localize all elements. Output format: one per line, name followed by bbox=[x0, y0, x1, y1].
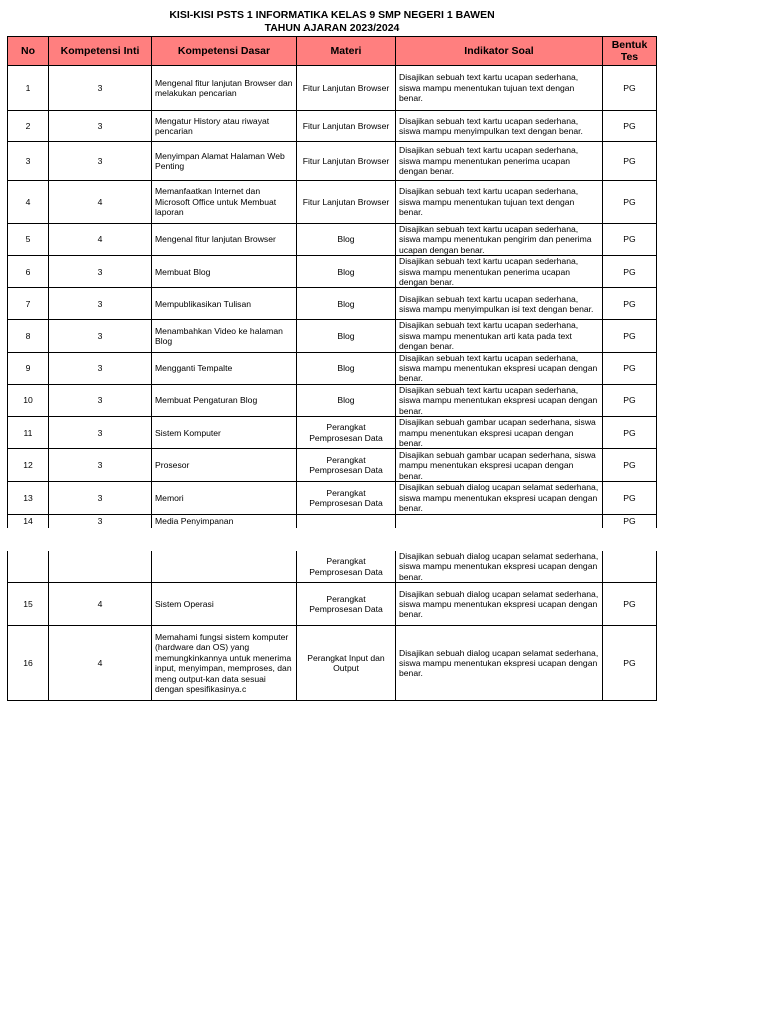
row-materi: Fitur Lanjutan Browser bbox=[297, 181, 396, 224]
row-kompetensi-dasar: Memahami fungsi sistem komputer (hardware dan OS) yang memungkinkannya untuk menerima input, menyimpan, memproses, dan meng output-kan data sesuai dengan spesifikasinya.c bbox=[152, 626, 297, 701]
row-kompetensi-inti: 3 bbox=[49, 320, 152, 352]
row-indikator-soal: Disajikan sebuah text kartu ucapan sederhana, siswa mampu menentukan ekspresi ucapan dengan benar. bbox=[396, 352, 603, 384]
row-kompetensi-dasar bbox=[152, 551, 297, 583]
row-no: 7 bbox=[8, 288, 49, 320]
table-row bbox=[8, 111, 657, 142]
row-no: 1 bbox=[8, 66, 49, 111]
row-materi: Perangkat Input dan Output bbox=[297, 626, 396, 701]
row-no: 3 bbox=[8, 142, 49, 181]
row-no: 14 bbox=[8, 514, 49, 528]
table-row bbox=[8, 224, 657, 256]
row-bentuk-tes: PG bbox=[603, 111, 657, 142]
table-row bbox=[8, 384, 657, 416]
header-kompetensi-dasar: Kompetensi Dasar bbox=[152, 37, 297, 66]
row-bentuk-tes: PG bbox=[603, 256, 657, 288]
row-kompetensi-dasar: Membuat Pengaturan Blog bbox=[152, 384, 297, 416]
row-bentuk-tes: PG bbox=[603, 224, 657, 256]
header-no: No bbox=[8, 37, 49, 66]
row-materi: Perangkat Pemprosesan Data bbox=[297, 551, 396, 583]
row-kompetensi-dasar: Sistem Komputer bbox=[152, 417, 297, 449]
row-indikator-soal: Disajikan sebuah text kartu ucapan sederhana, siswa mampu menentukan arti kata pada text dengan benar. bbox=[396, 320, 603, 352]
row-materi: Blog bbox=[297, 384, 396, 416]
table-row bbox=[8, 417, 657, 449]
table-row bbox=[8, 583, 657, 626]
row-no: 11 bbox=[8, 417, 49, 449]
row-materi: Perangkat Pemprosesan Data bbox=[297, 449, 396, 482]
row-materi: Fitur Lanjutan Browser bbox=[297, 111, 396, 142]
table-row bbox=[8, 551, 657, 583]
document-title: KISI-KISI PSTS 1 INFORMATIKA KELAS 9 SMP NEGERI 1 BAWEN bbox=[169, 9, 495, 21]
row-materi: Blog bbox=[297, 288, 396, 320]
row-bentuk-tes: PG bbox=[603, 66, 657, 111]
row-bentuk-tes bbox=[603, 551, 657, 583]
row-materi: Blog bbox=[297, 224, 396, 256]
row-kompetensi-inti: 3 bbox=[49, 142, 152, 181]
row-kompetensi-dasar: Mengenal fitur lanjutan Browser dan melakukan pencarian bbox=[152, 66, 297, 111]
row-kompetensi-inti: 3 bbox=[49, 449, 152, 482]
table-row bbox=[8, 288, 657, 320]
row-kompetensi-inti: 4 bbox=[49, 224, 152, 256]
row-kompetensi-inti: 3 bbox=[49, 111, 152, 142]
row-indikator-soal: Disajikan sebuah text kartu ucapan sederhana, siswa mampu menentukan tujuan text dengan benar. bbox=[396, 181, 603, 224]
row-kompetensi-inti: 3 bbox=[49, 482, 152, 514]
row-kompetensi-dasar: Media Penyimpanan bbox=[152, 514, 297, 528]
row-kompetensi-inti: 3 bbox=[49, 66, 152, 111]
row-indikator-soal: Disajikan sebuah text kartu ucapan sederhana, siswa mampu menyimpulkan text dengan benar. bbox=[396, 111, 603, 142]
row-no bbox=[8, 551, 49, 583]
row-indikator-soal: Disajikan sebuah gambar ucapan sederhana, siswa mampu menentukan ekspresi ucapan dengan benar. bbox=[396, 449, 603, 482]
row-kompetensi-dasar: Memori bbox=[152, 482, 297, 514]
row-indikator-soal bbox=[396, 514, 603, 528]
row-kompetensi-dasar: Mengganti Tempalte bbox=[152, 352, 297, 384]
row-bentuk-tes: PG bbox=[603, 449, 657, 482]
row-bentuk-tes: PG bbox=[603, 142, 657, 181]
row-bentuk-tes: PG bbox=[603, 181, 657, 224]
row-kompetensi-inti: 3 bbox=[49, 256, 152, 288]
table-section-2 bbox=[0, 551, 768, 701]
row-no: 16 bbox=[8, 626, 49, 701]
row-bentuk-tes: PG bbox=[603, 514, 657, 528]
row-indikator-soal: Disajikan sebuah text kartu ucapan sederhana, siswa mampu menentukan penerima ucapan dengan benar. bbox=[396, 142, 603, 181]
row-kompetensi-inti: 4 bbox=[49, 626, 152, 701]
row-no: 9 bbox=[8, 352, 49, 384]
row-kompetensi-inti: 4 bbox=[49, 181, 152, 224]
row-materi: Fitur Lanjutan Browser bbox=[297, 66, 396, 111]
row-bentuk-tes: PG bbox=[603, 352, 657, 384]
row-materi: Perangkat Pemprosesan Data bbox=[297, 583, 396, 626]
table-section-1 bbox=[0, 36, 768, 528]
row-kompetensi-dasar: Mengatur History atau riwayat pencarian bbox=[152, 111, 297, 142]
row-no: 8 bbox=[8, 320, 49, 352]
row-kompetensi-dasar: Prosesor bbox=[152, 449, 297, 482]
document-subtitle: TAHUN AJARAN 2023/2024 bbox=[264, 22, 400, 34]
table-row bbox=[8, 66, 657, 111]
table-row bbox=[8, 142, 657, 181]
row-materi: Blog bbox=[297, 352, 396, 384]
row-indikator-soal: Disajikan sebuah text kartu ucapan sederhana, siswa mampu menentukan tujuan text dengan benar. bbox=[396, 66, 603, 111]
row-bentuk-tes: PG bbox=[603, 417, 657, 449]
header-bentuk-tes: Bentuk Tes bbox=[603, 37, 657, 66]
row-kompetensi-dasar: Menambahkan Video ke halaman Blog bbox=[152, 320, 297, 352]
row-no: 15 bbox=[8, 583, 49, 626]
table-row bbox=[8, 320, 657, 352]
header-indikator-soal: Indikator Soal bbox=[396, 37, 603, 66]
row-kompetensi-inti: 3 bbox=[49, 352, 152, 384]
row-materi: Perangkat Pemprosesan Data bbox=[297, 417, 396, 449]
row-materi: Perangkat Pemprosesan Data bbox=[297, 482, 396, 514]
row-bentuk-tes: PG bbox=[603, 384, 657, 416]
row-no: 10 bbox=[8, 384, 49, 416]
row-materi: Blog bbox=[297, 320, 396, 352]
row-kompetensi-inti: 3 bbox=[49, 514, 152, 528]
table-row bbox=[8, 352, 657, 384]
row-indikator-soal: Disajikan sebuah text kartu ucapan sederhana, siswa mampu menentukan penerima ucapan dengan benar. bbox=[396, 256, 603, 288]
row-bentuk-tes: PG bbox=[603, 482, 657, 514]
row-kompetensi-dasar: Menyimpan Alamat Halaman Web Penting bbox=[152, 142, 297, 181]
table-row bbox=[8, 449, 657, 482]
row-kompetensi-dasar: Sistem Operasi bbox=[152, 583, 297, 626]
row-no: 4 bbox=[8, 181, 49, 224]
row-indikator-soal: Disajikan sebuah dialog ucapan selamat sederhana, siswa mampu menentukan ekspresi ucapan dengan benar. bbox=[396, 551, 603, 583]
row-kompetensi-dasar: Mempublikasikan Tulisan bbox=[152, 288, 297, 320]
row-kompetensi-dasar: Membuat Blog bbox=[152, 256, 297, 288]
row-indikator-soal: Disajikan sebuah gambar ucapan sederhana, siswa mampu menentukan ekspresi ucapan dengan benar. bbox=[396, 417, 603, 449]
row-indikator-soal: Disajikan sebuah text kartu ucapan sederhana, siswa mampu menentukan ekspresi ucapan dengan benar. bbox=[396, 384, 603, 416]
row-materi bbox=[297, 514, 396, 528]
table-header-row bbox=[8, 37, 657, 66]
row-kompetensi-inti: 4 bbox=[49, 583, 152, 626]
row-bentuk-tes: PG bbox=[603, 288, 657, 320]
row-no: 12 bbox=[8, 449, 49, 482]
row-indikator-soal: Disajikan sebuah dialog ucapan selamat sederhana, siswa mampu menentukan ekspresi ucapan dengan benar. bbox=[396, 626, 603, 701]
row-no: 5 bbox=[8, 224, 49, 256]
row-indikator-soal: Disajikan sebuah dialog ucapan selamat sederhana, siswa mampu menentukan ekspresi ucapan dengan benar. bbox=[396, 482, 603, 514]
row-indikator-soal: Disajikan sebuah text kartu ucapan sederhana, siswa mampu menyimpulkan isi text dengan benar. bbox=[396, 288, 603, 320]
row-kompetensi-inti: 3 bbox=[49, 417, 152, 449]
row-no: 2 bbox=[8, 111, 49, 142]
row-indikator-soal: Disajikan sebuah text kartu ucapan sederhana, siswa mampu menentukan pengirim dan penerima ucapan dengan benar. bbox=[396, 224, 603, 256]
header-kompetensi-inti: Kompetensi Inti bbox=[49, 37, 152, 66]
row-materi: Blog bbox=[297, 256, 396, 288]
row-bentuk-tes: PG bbox=[603, 626, 657, 701]
table-row bbox=[8, 482, 657, 514]
row-kompetensi-inti bbox=[49, 551, 152, 583]
kisi-kisi-table-continued bbox=[7, 551, 657, 701]
row-no: 13 bbox=[8, 482, 49, 514]
table-row bbox=[8, 626, 657, 701]
row-no: 6 bbox=[8, 256, 49, 288]
row-kompetensi-dasar: Mengenal fitur lanjutan Browser bbox=[152, 224, 297, 256]
row-indikator-soal: Disajikan sebuah dialog ucapan selamat sederhana, siswa mampu menentukan ekspresi ucapan dengan benar. bbox=[396, 583, 603, 626]
row-kompetensi-dasar: Memanfaatkan Internet dan Microsoft Office untuk Membuat laporan bbox=[152, 181, 297, 224]
kisi-kisi-table bbox=[7, 36, 657, 528]
row-bentuk-tes: PG bbox=[603, 583, 657, 626]
table-row bbox=[8, 256, 657, 288]
row-materi: Fitur Lanjutan Browser bbox=[297, 142, 396, 181]
row-kompetensi-inti: 3 bbox=[49, 288, 152, 320]
row-kompetensi-inti: 3 bbox=[49, 384, 152, 416]
header-materi: Materi bbox=[297, 37, 396, 66]
row-bentuk-tes: PG bbox=[603, 320, 657, 352]
table-row bbox=[8, 514, 657, 528]
table-row bbox=[8, 181, 657, 224]
